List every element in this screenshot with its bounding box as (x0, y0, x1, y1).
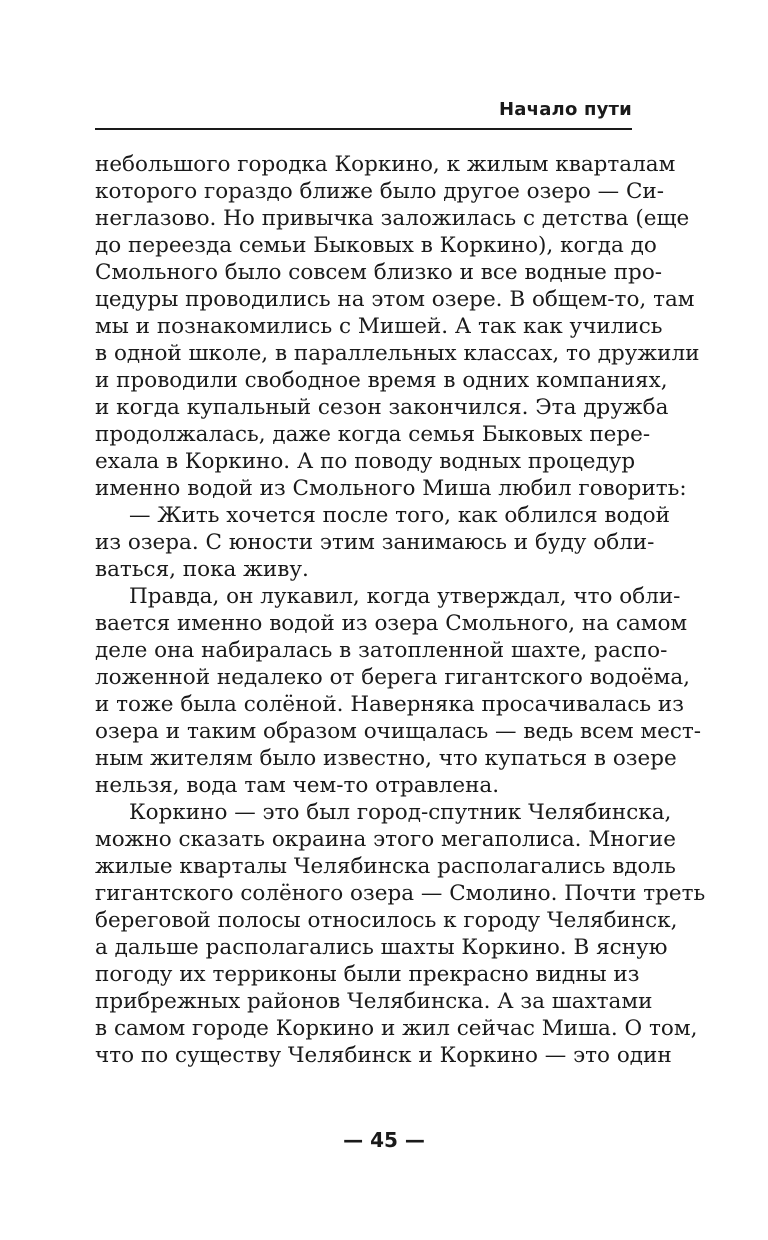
text-line: и тоже была солёной. Наверняка просачивалась из (95, 692, 684, 717)
text-line: до переезда семьи Быковых в Коркино), когда до (95, 233, 657, 258)
text-line: которого гораздо ближе было другое озеро — Си- (95, 179, 664, 204)
text-line: цедуры проводились на этом озере. В общем-то, там (95, 287, 695, 312)
text-line: вается именно водой из озера Смольного, на самом (95, 611, 688, 636)
text-line: озера и таким образом очищалась — ведь всем мест- (95, 719, 702, 744)
text-line: ехала в Коркино. А по поводу водных процедур (95, 449, 636, 474)
text-line: гигантского солёного озера — Смолино. Почти треть (95, 881, 706, 906)
text-line: небольшого городка Коркино, к жилым кварталам (95, 152, 676, 177)
body-text (95, 151, 706, 1069)
text-line: именно водой из Смольного Миша любил говорить: (95, 476, 687, 501)
text-line: в самом городе Коркино и жил сейчас Миша. О том, (95, 1016, 698, 1041)
text-line: береговой полосы относилось к городу Челябинск, (95, 908, 678, 933)
header-rule (95, 128, 632, 130)
text-line: можно сказать окраина этого мегаполиса. Многие (95, 827, 676, 852)
text-line: из озера. С юности этим занимаюсь и буду обли- (95, 530, 655, 555)
text-line: ным жителям было известно, что купаться в озере (95, 746, 677, 771)
text-line: жилые кварталы Челябинска располагались вдоль (95, 854, 676, 879)
text-line: прибрежных районов Челябинска. А за шахтами (95, 989, 653, 1014)
text-line: и проводили свободное время в одних компаниях, (95, 368, 668, 393)
text-line: погоду их терриконы были прекрасно видны из (95, 962, 640, 987)
text-line: и когда купальный сезон закончился. Эта дружба (95, 395, 669, 420)
text-line-paragraph-start: Коркино — это был город-спутник Челябинска, (129, 800, 672, 825)
text-line: ложенной недалеко от берега гигантского водоёма, (95, 665, 691, 690)
text-line: неглазово. Но привычка заложилась с детства (еще (95, 206, 690, 231)
text-line: нельзя, вода там чем-то отравлена. (95, 773, 500, 798)
text-line-paragraph-start: Правда, он лукавил, когда утверждал, что обли- (129, 584, 681, 609)
text-line-dialogue: — Жить хочется после того, как облился водой (129, 503, 670, 528)
text-line: в одной школе, в параллельных классах, то дружили (95, 341, 700, 366)
text-line: ваться, пока живу. (95, 557, 309, 582)
text-line: Смольного было совсем близко и все водные про- (95, 260, 663, 285)
text-line: мы и познакомились с Мишей. А так как учились (95, 314, 663, 339)
text-line: а дальше располагались шахты Коркино. В ясную (95, 935, 668, 960)
page-number: — 45 — (343, 1128, 425, 1152)
text-line: деле она набиралась в затопленной шахте, распо- (95, 638, 668, 663)
text-line: что по существу Челябинск и Коркино — это один (95, 1043, 672, 1068)
running-title: Начало пути (499, 99, 632, 120)
text-line: продолжалась, даже когда семья Быковых пере- (95, 422, 651, 447)
